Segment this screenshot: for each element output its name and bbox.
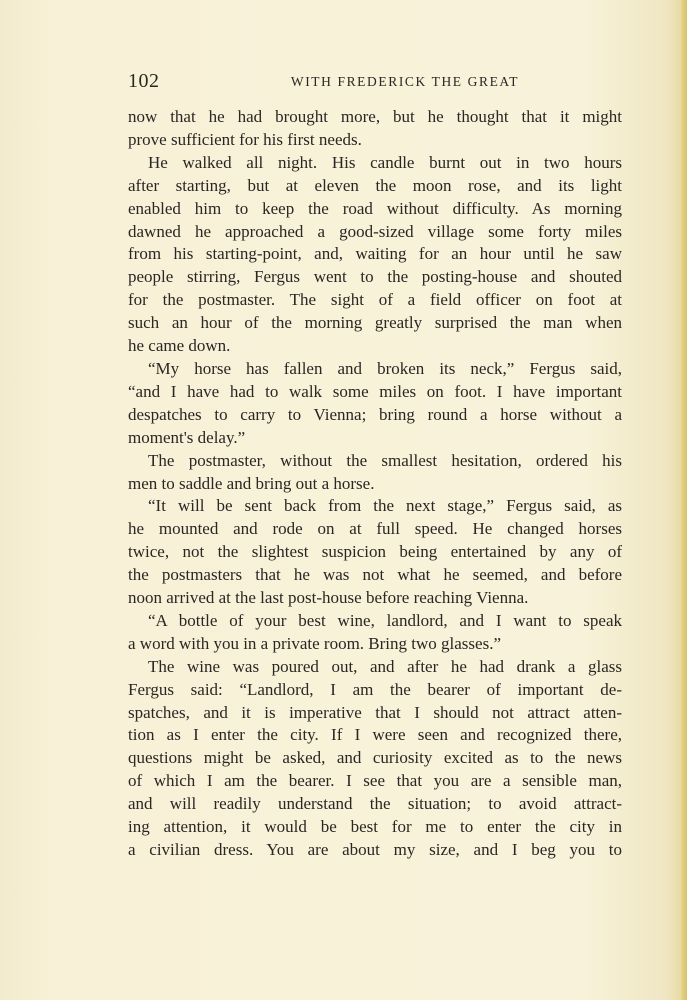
page-number: 102 [128,70,160,92]
text-line: now that he had brought more, but he thought that it might [128,107,622,126]
paragraph [128,450,622,496]
page-header [128,70,622,98]
text-line: tion as I enter the city. If I were seen and recognized there, [128,725,622,745]
text-line: noon arrived at the last post-house before reaching Vienna. [128,588,529,608]
text-line: questions might be asked, and curiosity excited as to the news [128,748,622,768]
paragraph [128,152,622,358]
text-line: the postmasters that he was not what he seemed, and before [128,565,622,585]
text-line: people stirring, Fergus went to the posting-house and shouted [128,267,622,287]
paragraph [128,358,622,450]
paragraph [128,656,622,862]
text-line: “A bottle of your best wine, landlord, and I want to speak [148,610,622,630]
text-line: “and I have had to walk some miles on foot. I have important [128,381,622,401]
text-line: after starting, but at eleven the moon rose, and its light [128,175,622,195]
text-line: men to saddle and bring out a horse. [128,473,375,493]
text-line: from his starting-point, and, waiting for an hour until he saw [128,244,622,264]
page-edge [681,0,687,1000]
text-line: of which I am the bearer. I see that you are a sensible man, [128,771,622,791]
text-line: and will readily understand the situation; to avoid attract- [128,794,622,814]
text-line: he mounted and rode on at full speed. He changed horses [128,519,622,539]
paragraph [128,610,622,656]
text-line: enabled him to keep the road without difficulty. As morning [128,198,622,218]
text-line: Fergus said: “Landlord, I am the bearer of important de- [128,679,622,699]
body-text [128,106,622,862]
text-line: “My horse has fallen and broken its neck,” Fergus said, [148,358,622,378]
text-line: for the postmaster. The sight of a field officer on foot at [128,290,622,310]
text-line: such an hour of the morning greatly surprised the man when [128,313,622,333]
text-line: a civilian dress. You are about my size, and I beg you to [128,840,622,859]
text-line: a word with you in a private room. Bring two glasses.” [128,633,501,653]
paragraph [128,495,622,610]
running-title: WITH FREDERICK THE GREAT [290,74,520,89]
text-line: despatches to carry to Vienna; bring round a horse without a [128,404,622,424]
text-line: ing attention, it would be best for me to enter the city in [128,817,622,837]
text-line: The postmaster, without the smallest hesitation, ordered his [148,450,622,470]
text-line: prove sufficient for his first needs. [128,129,362,149]
text-line: moment's delay.” [128,427,246,447]
text-line: “It will be sent back from the next stage,” Fergus said, as [148,496,622,516]
text-line: spatches, and it is imperative that I should not attract atten- [128,702,622,722]
text-line: He walked all night. His candle burnt out in two hours [148,152,622,172]
text-line: twice, not the slightest suspicion being entertained by any of [128,542,622,562]
text-line: dawned he approached a good-sized village some forty miles [128,221,622,241]
paragraph [128,106,622,152]
text-line: The wine was poured out, and after he had drank a glass [148,656,622,676]
text-line: he came down. [128,336,231,356]
